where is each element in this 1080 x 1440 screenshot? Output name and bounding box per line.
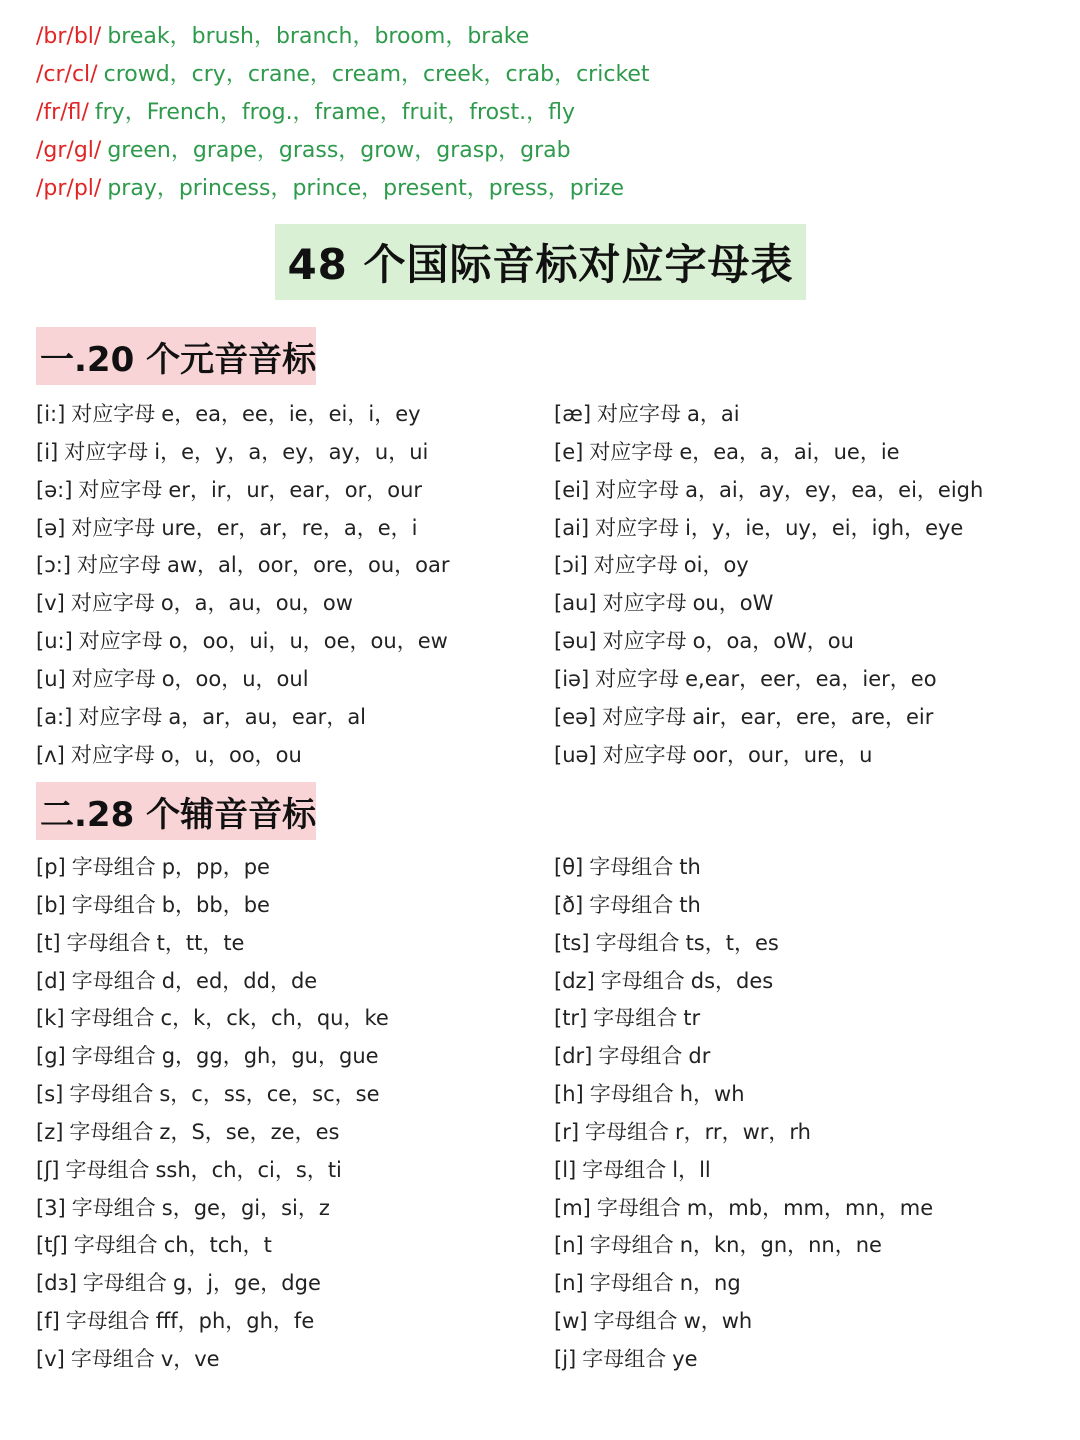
phonetic-entry xyxy=(36,1306,536,1344)
entry-label: 字母组合 xyxy=(73,1233,158,1258)
phonetic-entry xyxy=(554,437,1054,475)
phonetic-symbol: [r] xyxy=(554,1119,580,1144)
letter-combinations: aw，al，oor，ore，ou，oar xyxy=(167,553,450,578)
entry-label: 对应字母 xyxy=(593,553,678,578)
phonetic-entry xyxy=(554,1306,1054,1344)
phonetic-entry xyxy=(554,1155,1054,1193)
entry-label: 字母组合 xyxy=(71,855,156,879)
letter-combinations: th xyxy=(679,855,701,879)
entry-label: 对应字母 xyxy=(71,402,156,426)
phonetic-symbol: [ə:] xyxy=(36,477,73,502)
phonetic-symbol: [3] xyxy=(36,1195,66,1220)
letter-combinations: z，S，se，ze，es xyxy=(159,1119,340,1144)
entry-label: 字母组合 xyxy=(582,1346,667,1371)
letter-combinations: dr xyxy=(688,1044,711,1069)
letter-combinations: er，ir，ur，ear，or，our xyxy=(168,477,423,502)
phonetic-entry xyxy=(36,1117,536,1155)
phonetic-symbol: [ə] xyxy=(36,515,66,540)
entry-label: 字母组合 xyxy=(596,1195,681,1220)
phonetic-symbol: [w] xyxy=(554,1309,588,1334)
phonetic-entry xyxy=(554,890,1054,928)
phonetic-entry xyxy=(36,1041,536,1079)
phonetic-entry xyxy=(554,1117,1054,1155)
letter-combinations: m，mb，mm，mn，me xyxy=(686,1195,934,1220)
phonetic-symbol: [z] xyxy=(36,1119,64,1144)
entry-label: 对应字母 xyxy=(595,666,680,691)
phonetic-entry xyxy=(36,966,536,1004)
phonetic-entry xyxy=(36,475,536,513)
phonetic-symbol: [θ] xyxy=(554,855,584,879)
phonetic-entry xyxy=(554,966,1054,1004)
blend-row xyxy=(36,172,650,210)
letter-combinations: th xyxy=(679,892,701,917)
letter-combinations: a，ar，au，ear，al xyxy=(168,704,367,729)
phonetic-symbol: [k] xyxy=(36,1006,65,1031)
entry-label: 字母组合 xyxy=(600,968,685,993)
entry-label: 字母组合 xyxy=(589,892,674,917)
letter-combinations: o，oo，ui，u，oe，ou，ew xyxy=(168,629,448,654)
phonetic-symbol: [v] xyxy=(36,1346,65,1371)
entry-label: 字母组合 xyxy=(71,892,156,917)
letter-combinations: ch，tch，t xyxy=(163,1233,272,1258)
letter-combinations: o，oa，oW，ou xyxy=(692,629,854,654)
entry-label: 字母组合 xyxy=(71,1195,156,1220)
phonetic-symbol: [ɔi] xyxy=(554,553,588,578)
letter-combinations: c，k，ck，ch，qu，ke xyxy=(160,1006,389,1031)
phonetic-symbol: [ts] xyxy=(554,930,590,955)
phonetic-symbol: [ei] xyxy=(554,477,590,502)
phonetic-symbol: [ð] xyxy=(554,892,584,917)
phonetic-symbol: [ʌ] xyxy=(36,742,65,767)
entry-label: 字母组合 xyxy=(66,930,151,955)
phonetic-symbol: [v] xyxy=(36,591,65,616)
phonetic-symbol: [g] xyxy=(36,1044,66,1069)
letter-combinations: air，ear，ere，are，eir xyxy=(692,704,934,729)
blend-row xyxy=(36,134,650,172)
letter-combinations: fff，ph，gh，fe xyxy=(155,1309,315,1334)
phonetic-symbol: [iə] xyxy=(554,666,590,691)
blend-row xyxy=(36,58,650,96)
phonetic-symbol: [eə] xyxy=(554,704,597,729)
vowels-section-heading: 一.20 个元音音标 xyxy=(36,327,316,385)
consonant-blend-list xyxy=(36,20,650,210)
entry-label: 字母组合 xyxy=(65,1309,150,1334)
entry-label: 对应字母 xyxy=(64,439,149,464)
phonetic-symbol: [i:] xyxy=(36,402,66,426)
phonetic-entry xyxy=(554,702,1054,740)
phonetic-symbol: [əu] xyxy=(554,629,597,654)
entry-label: 对应字母 xyxy=(602,742,687,767)
blend-words: break，brush，branch，broom，brake xyxy=(107,24,530,49)
entry-label: 对应字母 xyxy=(70,591,155,616)
letter-combinations: ds，des xyxy=(690,968,774,993)
letter-combinations: p，pp，pe xyxy=(161,855,270,879)
entry-label: 字母组合 xyxy=(82,1271,167,1296)
entry-label: 对应字母 xyxy=(71,515,156,540)
entry-label: 字母组合 xyxy=(71,1044,156,1069)
blend-words: pray，princess，prince，present，press，prize xyxy=(107,176,624,201)
entry-label: 字母组合 xyxy=(70,1006,155,1031)
phonetic-symbol: [ai] xyxy=(554,515,590,540)
phonetic-entry xyxy=(554,550,1054,588)
letter-combinations: l，ll xyxy=(672,1157,711,1182)
phonetic-entry xyxy=(36,399,536,437)
letter-combinations: o，oo，u，oul xyxy=(161,666,309,691)
blend-words: fry，French，frog.，frame，fruit，frost.，fly xyxy=(94,100,575,125)
entry-label: 字母组合 xyxy=(70,1346,155,1371)
letter-combinations: w，wh xyxy=(683,1309,753,1334)
phonetic-entry xyxy=(36,588,536,626)
entry-label: 字母组合 xyxy=(65,1157,150,1182)
phonetic-entry xyxy=(36,664,536,702)
entry-label: 字母组合 xyxy=(69,1082,154,1107)
letter-combinations: ye xyxy=(672,1346,698,1371)
phonetic-entry xyxy=(554,588,1054,626)
blend-prefix: /cr/cl/ xyxy=(36,62,98,87)
letter-combinations: g，j，ge，dge xyxy=(172,1271,321,1296)
phonetic-symbol: [u:] xyxy=(36,629,73,654)
phonetic-entry xyxy=(554,928,1054,966)
phonetic-symbol: [t] xyxy=(36,930,61,955)
letter-combinations: r，rr，wr，rh xyxy=(675,1119,811,1144)
letter-combinations: s，c，ss，ce，sc，se xyxy=(159,1082,380,1107)
phonetic-entry xyxy=(554,1003,1054,1041)
blend-prefix: /pr/pl/ xyxy=(36,176,102,201)
entry-label: 对应字母 xyxy=(602,629,687,654)
letter-combinations: n，ng xyxy=(679,1271,741,1296)
letter-combinations: ure，er，ar，re，a，e，i xyxy=(161,515,418,540)
entry-label: 对应字母 xyxy=(595,477,680,502)
phonetic-symbol: [tr] xyxy=(554,1006,588,1031)
entry-label: 字母组合 xyxy=(582,1157,667,1182)
phonetic-symbol: [uə] xyxy=(554,742,597,767)
entry-label: 对应字母 xyxy=(602,591,687,616)
phonetic-entry xyxy=(36,1230,536,1268)
phonetic-symbol: [s] xyxy=(36,1082,64,1107)
phonetic-symbol: [n] xyxy=(554,1271,584,1296)
letter-combinations: h，wh xyxy=(679,1082,745,1107)
entry-label: 对应字母 xyxy=(70,742,155,767)
letter-combinations: ts，t，es xyxy=(685,930,779,955)
letter-combinations: ou，oW xyxy=(692,591,774,616)
phonetic-symbol: [tʃ] xyxy=(36,1233,68,1258)
phonetic-entry xyxy=(554,664,1054,702)
letter-combinations: e，ea，ee，ie，ei，i，ey xyxy=(161,402,421,426)
entry-label: 字母组合 xyxy=(593,1006,678,1031)
phonetic-symbol: [dr] xyxy=(554,1044,593,1069)
letter-combinations: o，a，au，ou，ow xyxy=(160,591,353,616)
letter-combinations: oi，oy xyxy=(683,553,749,578)
phonetic-entry xyxy=(36,1003,536,1041)
phonetic-entry xyxy=(36,928,536,966)
entry-label: 对应字母 xyxy=(595,515,680,540)
entry-label: 对应字母 xyxy=(602,704,687,729)
letter-combinations: a，ai xyxy=(687,402,740,426)
phonetic-symbol: [d] xyxy=(36,968,66,993)
phonetic-entry xyxy=(554,1041,1054,1079)
letter-combinations: e,ear，eer，ea，ier，eo xyxy=(685,666,937,691)
phonetic-entry xyxy=(36,890,536,928)
phonetic-entry xyxy=(554,1079,1054,1117)
phonetic-entry xyxy=(36,513,536,551)
phonetic-symbol: [l] xyxy=(554,1157,577,1182)
phonetic-symbol: [p] xyxy=(36,855,66,879)
phonetic-entry xyxy=(554,399,1054,437)
entry-label: 对应字母 xyxy=(78,477,163,502)
vowels-right-column xyxy=(554,399,1054,777)
phonetic-symbol: [æ] xyxy=(554,402,592,426)
letter-combinations: ssh，ch，ci，s，ti xyxy=(155,1157,342,1182)
blend-row xyxy=(36,96,650,134)
letter-combinations: i，e，y，a，ey，ay，u，ui xyxy=(154,439,429,464)
entry-label: 对应字母 xyxy=(78,704,163,729)
entry-label: 对应字母 xyxy=(589,439,674,464)
entry-label: 字母组合 xyxy=(69,1119,154,1144)
consonants-section-heading: 二.28 个辅音音标 xyxy=(36,782,316,840)
phonetic-entry xyxy=(554,513,1054,551)
phonetic-entry xyxy=(36,702,536,740)
letter-combinations: o，u，oo，ou xyxy=(160,742,302,767)
letter-combinations: v，ve xyxy=(160,1346,220,1371)
phonetic-entry xyxy=(554,1268,1054,1306)
phonetic-symbol: [i] xyxy=(36,439,59,464)
phonetic-symbol: [a:] xyxy=(36,704,73,729)
phonetic-symbol: [ʃ] xyxy=(36,1157,60,1182)
letter-combinations: i，y，ie，uy，ei，igh，eye xyxy=(685,515,964,540)
blend-words: green，grape，grass，grow，grasp，grab xyxy=(107,138,571,163)
phonetic-entry xyxy=(36,1268,536,1306)
letter-combinations: n，kn，gn，nn，ne xyxy=(679,1233,882,1258)
phonetic-entry xyxy=(554,475,1054,513)
phonetic-symbol: [j] xyxy=(554,1346,577,1371)
phonetic-entry xyxy=(554,1230,1054,1268)
entry-label: 字母组合 xyxy=(71,968,156,993)
phonetic-entry xyxy=(36,852,536,890)
phonetic-entry xyxy=(554,1344,1054,1382)
entry-label: 字母组合 xyxy=(598,1044,683,1069)
page-title: 48 个国际音标对应字母表 xyxy=(275,224,806,300)
phonetic-symbol: [ɔ:] xyxy=(36,553,71,578)
phonetic-entry xyxy=(554,740,1054,778)
entry-label: 字母组合 xyxy=(595,930,680,955)
entry-label: 对应字母 xyxy=(597,402,682,426)
blend-prefix: /gr/gl/ xyxy=(36,138,102,163)
entry-label: 对应字母 xyxy=(77,553,161,578)
phonetic-symbol: [au] xyxy=(554,591,597,616)
entry-label: 对应字母 xyxy=(78,629,163,654)
phonetic-entry xyxy=(36,550,536,588)
phonetic-entry xyxy=(36,1193,536,1231)
phonetic-symbol: [dз] xyxy=(36,1271,77,1296)
letter-combinations: t，tt，te xyxy=(156,930,245,955)
letter-combinations: tr xyxy=(683,1006,701,1031)
phonetic-entry xyxy=(554,1193,1054,1231)
phonetic-entry xyxy=(36,1344,536,1382)
phonetic-symbol: [u] xyxy=(36,666,66,691)
letter-combinations: b，bb，be xyxy=(161,892,270,917)
letter-combinations: a，ai，ay，ey，ea，ei，eigh xyxy=(685,477,984,502)
phonetic-entry xyxy=(36,626,536,664)
letter-combinations: d，ed，dd，de xyxy=(161,968,318,993)
entry-label: 字母组合 xyxy=(589,1082,674,1107)
phonetic-symbol: [dz] xyxy=(554,968,595,993)
entry-label: 字母组合 xyxy=(589,1233,674,1258)
consonants-left-column xyxy=(36,852,536,1382)
phonetic-symbol: [h] xyxy=(554,1082,584,1107)
phonetic-entry xyxy=(36,1079,536,1117)
phonetic-entry xyxy=(36,740,536,778)
phonetic-entry xyxy=(554,626,1054,664)
phonetic-entry xyxy=(36,437,536,475)
entry-label: 字母组合 xyxy=(585,1119,670,1144)
blend-words: crowd，cry，crane，cream，creek，crab，cricket xyxy=(103,62,650,87)
entry-label: 字母组合 xyxy=(593,1309,678,1334)
letter-combinations: s，ge，gi，si，z xyxy=(161,1195,330,1220)
letter-combinations: oor，our，ure，u xyxy=(692,742,873,767)
blend-prefix: /fr/fl/ xyxy=(36,100,89,125)
phonetic-entry xyxy=(554,852,1054,890)
phonetic-symbol: [b] xyxy=(36,892,66,917)
entry-label: 字母组合 xyxy=(589,855,674,879)
phonetic-symbol: [f] xyxy=(36,1309,60,1334)
entry-label: 对应字母 xyxy=(71,666,156,691)
consonants-right-column xyxy=(554,852,1054,1382)
phonetic-symbol: [n] xyxy=(554,1233,584,1258)
blend-row xyxy=(36,20,650,58)
phonetic-symbol: [m] xyxy=(554,1195,591,1220)
entry-label: 字母组合 xyxy=(589,1271,674,1296)
phonetic-symbol: [e] xyxy=(554,439,584,464)
phonetic-entry xyxy=(36,1155,536,1193)
blend-prefix: /br/bl/ xyxy=(36,24,102,49)
vowels-left-column xyxy=(36,399,536,777)
letter-combinations: g，gg，gh，gu，gue xyxy=(161,1044,379,1069)
letter-combinations: e，ea，a，ai，ue，ie xyxy=(679,439,900,464)
